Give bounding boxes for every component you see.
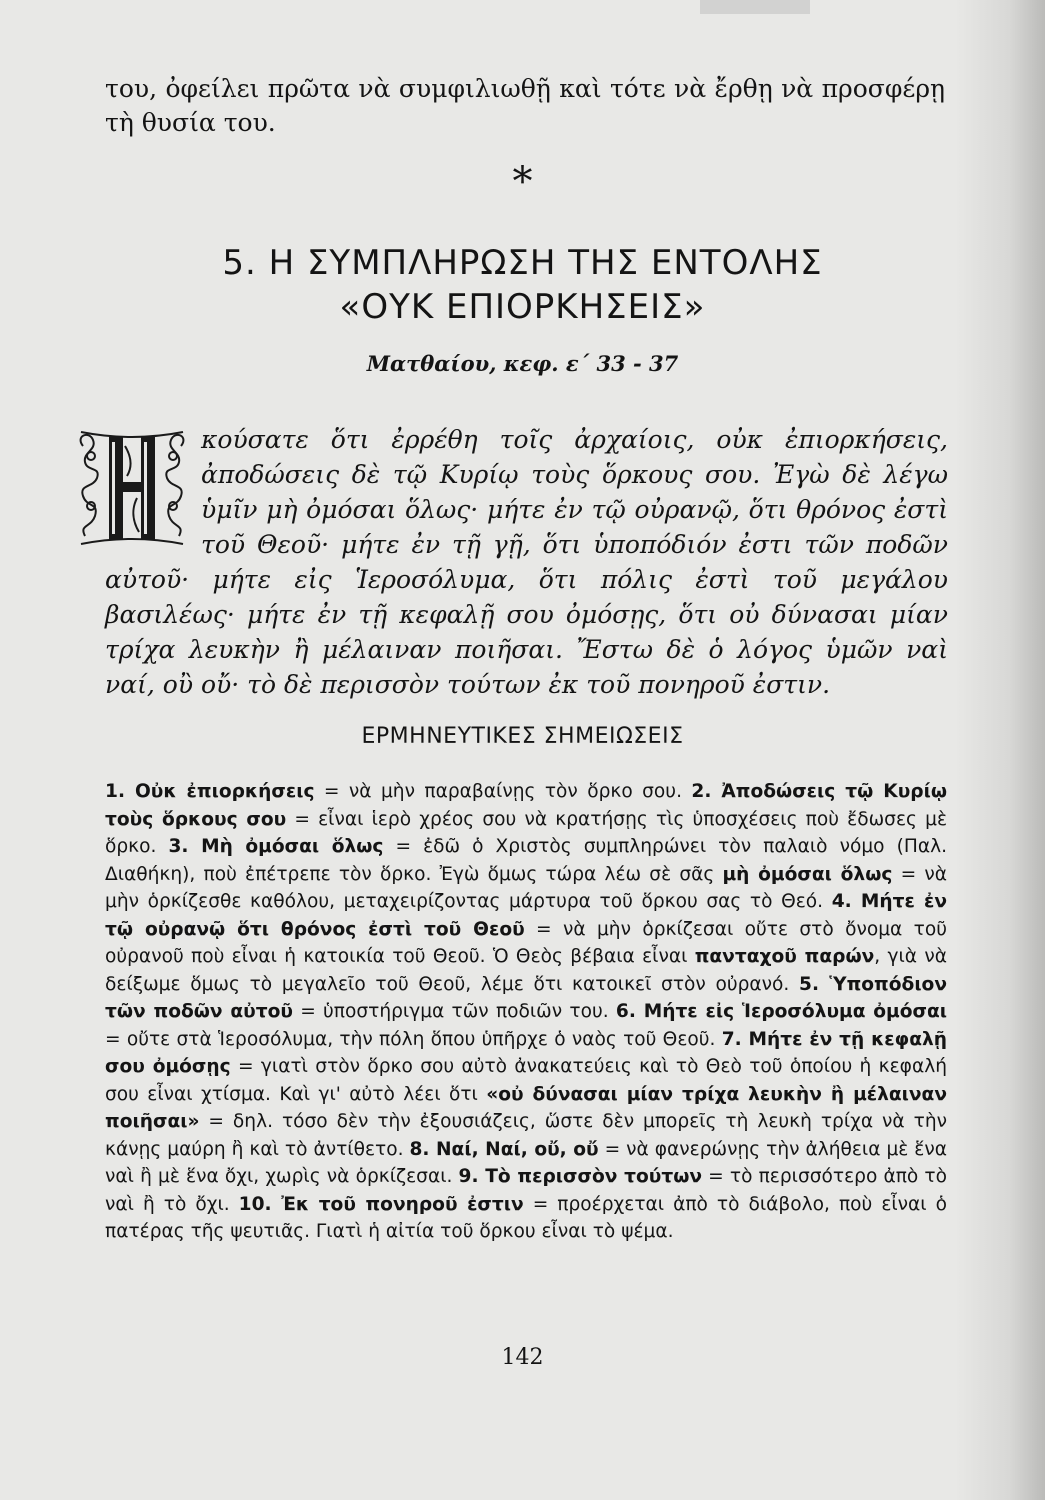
note-term: 8. Ναί, Ναί, οὔ, οὔ [409,1138,599,1160]
section-title-line-2: «ΟΥΚ ΕΠΙΟΡΚΗΣΕΙΣ» [339,287,706,327]
notes-body [105,778,947,1246]
note-text: = γιατὶ στὸν ὅρκο σου αὐτὸ ἀνακατεύεις καὶ τὸ Θεὸ τοῦ ὁποίου ἡ κεφαλή σου εἶναι χτίσμα. Καὶ γι' αὐτὸ λέει ὅτι [105,1056,947,1105]
note-term: 9. Τὸ περισσὸν τούτων [458,1166,703,1187]
note-term: 2. Ἀποδώσεις τῷ Κυρίῳ τοὺς ὅρκους σου [105,781,947,830]
note-text: = νὰ μὴν παραβαίνῃς τὸν ὅρκο σου. [314,781,692,802]
section-separator: * [512,159,533,205]
scripture-text: κούσατε ὅτι ἐρρέθη τοῖς ἀρχαίοις, οὐκ ἐπιορκήσεις, ἀποδώσεις δὲ τῷ Κυρίῳ τοὺς ὅρκους σου. Ἐγὼ δὲ λέγω ὑμῖν μὴ ὀμόσαι ὅλως· μήτε ἐν τῷ οὐρανῷ, ὅτι θρόνος ἐστὶ τοῦ Θεοῦ· μήτε ἐν τῇ γῇ, ὅτι ὑποπόδιόν ἐστι τῶν ποδῶν αὐτοῦ· μήτε εἰς Ἱεροσόλυμα, ὅτι πόλις ἐστὶ τοῦ μεγάλου βασιλέως· μήτε ἐν τῇ κεφαλῇ σου ὀμόσῃς, ὅτι οὐ δύνασαι μίαν τρίχα λευκὴν ἢ μέλαιναν ποιῆσαι. Ἔστω δὲ ὁ λόγος ὑμῶν ναὶ ναί, οὒ οὔ· τὸ δὲ περισσὸν τούτων ἐκ τοῦ πονηροῦ ἐστιν. [105,425,948,699]
opening-paragraph: του, ὀφείλει πρῶτα νὰ συμφιλιωθῇ καὶ τότε νὰ ἔρθῃ νὰ προσφέρῃ τὴ θυσία του. [105,74,945,137]
note-term: «οὐ δύνασαι μίαν τρίχα λευκὴν ἢ μέλαιναν ποιῆσαι» [105,1083,947,1132]
initial-letter: Η [131,466,133,467]
note-text: = νὰ φανερώνῃς τὴν ἀλήθεια μὲ ἕνα ναὶ ἢ μὲ ἕνα ὄχι, χωρὶς νὰ ὁρκίζεσαι. [105,1138,947,1187]
note-text: = προέρχεται ἀπὸ τὸ διάβολο, ποὺ εἶναι ὁ πατέρας τῆς ψευτιᾶς. Γιατὶ ἡ αἰτία τοῦ ὅρκου εἶναι τὸ ψέμα. [105,1193,947,1242]
note-term: πανταχοῦ παρών [694,946,875,967]
scripture-reference: Ματθαίου, κεφ. ε΄ 33 - 37 [366,351,679,376]
note-text: , γιὰ νὰ δείξωμε ὅμως τὸ μεγαλεῖο τοῦ Θεοῦ, λέμε ὅτι κατοικεῖ στὸν οὐρανό. [105,946,948,995]
note-text: = δηλ. τόσο δὲν τὴν ἐξουσιάζεις, ὥστε δὲν μπορεῖς τὴ λευκὴ τρίχα νὰ τὴν κάνῃς μαύρη ἢ καὶ τὸ ἀντίθετο. [105,1111,947,1160]
note-text: = νὰ μὴν ὁρκίζεσαι οὔτε στὸ ὄνομα τοῦ οὐρανοῦ ποὺ εἶναι ἡ κατοικία τοῦ Θεοῦ. Ὁ Θεὸς βέβαια εἶναι [105,918,947,967]
page-top-mark [700,0,810,14]
scripture-passage [105,422,948,702]
note-text: = ἐδῶ ὁ Χριστὸς συμπληρώνει τὸν παλαιὸ νόμο (Παλ. Διαθήκη), ποὺ ἐπέτρεπε τὸν ὅρκο. Ἐγὼ ὅμως τώρα λέω σὲ σᾶς [105,836,947,885]
page-edge-shadow [955,0,1045,1500]
note-term: 10. Ἐκ τοῦ πονηροῦ ἐστιν [238,1193,524,1215]
note-text: = οὔτε στὰ Ἱεροσόλυμα, τὴν πόλη ὅπου ὑπῆρχε ὁ ναὸς τοῦ Θεοῦ. [105,1028,722,1050]
note-text: = εἶναι ἱερὸ χρέος σου νὰ κρατήσῃς τὶς ὑποσχέσεις ποὺ ἔδωσες μὲ ὅρκο. [105,808,947,857]
ornamental-initial-icon [75,426,189,550]
note-term: 4. Μήτε ἐν τῷ οὐρανῷ ὅτι θρόνος ἐστὶ τοῦ Θεοῦ [105,891,948,940]
note-term: 6. Μήτε εἰς Ἱεροσόλυμα ὀμόσαι [615,1001,948,1022]
note-text: = ὑποστήριγμα τῶν ποδιῶν του. [292,1001,616,1022]
note-term: μὴ ὀμόσαι ὅλως [722,863,893,885]
notes-heading: ΕΡΜΗΝΕΥΤΙΚΕΣ ΣΗΜΕΙΩΣΕΙΣ [361,724,684,749]
note-term: 1. Οὐκ ἐπιορκήσεις [105,781,315,802]
note-text: = τὸ περισσότερο ἀπὸ τὸ ναὶ ἢ τὸ ὄχι. [105,1166,947,1215]
note-term: 3. Μὴ ὀμόσαι ὅλως [168,836,384,857]
note-text: = νὰ μὴν ὁρκίζεσθε καθόλου, μεταχειρίζοντας μάρτυρα τοῦ ὅρκου σας τὸ Θεό. [105,863,947,912]
note-term: 7. Μήτε ἐν τῇ κεφαλῇ σου ὀμόσῃς [105,1028,947,1077]
section-title-line-1: 5. Η ΣΥΜΠΛΗΡΩΣΗ ΤΗΣ ΕΝΤΟΛΗΣ [222,243,823,283]
page-number: 142 [501,1345,544,1370]
note-term: 5. Ὑποπόδιον τῶν ποδῶν αὐτοῦ [105,973,947,1022]
